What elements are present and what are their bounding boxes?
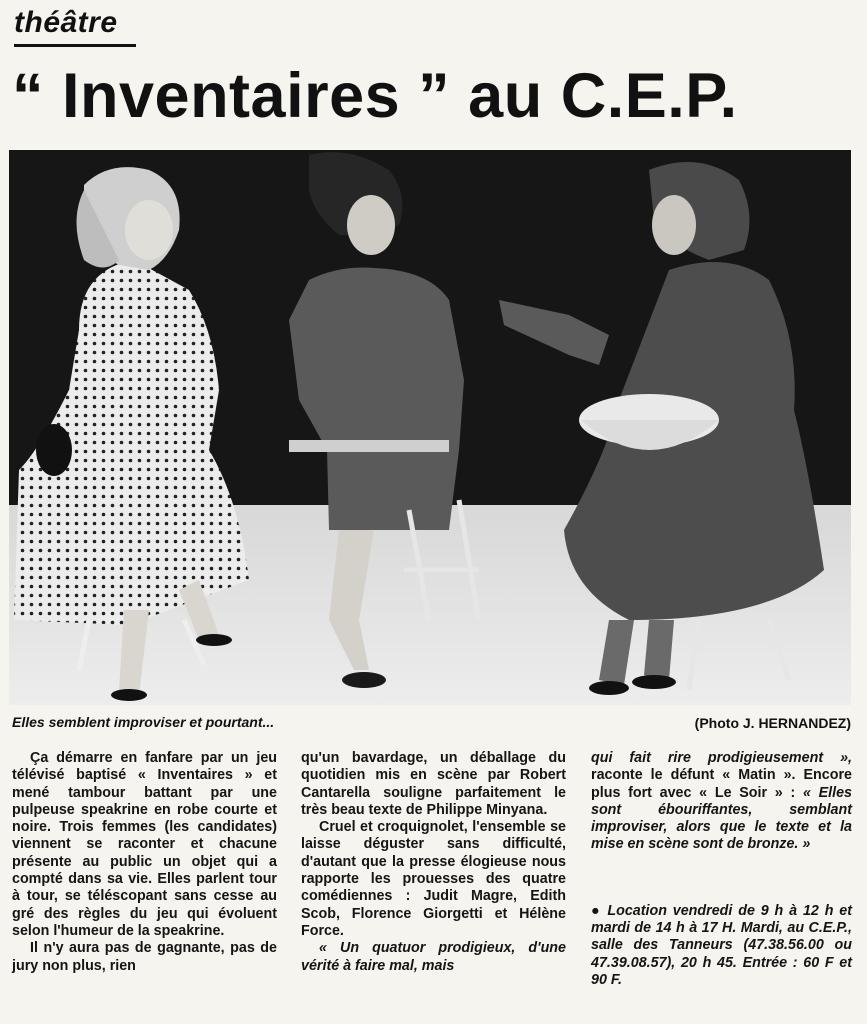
- article-headline: “ Inventaires ” au C.E.P.: [12, 61, 738, 131]
- paragraph: Il n'y aura pas de gagnante, pas de jury non plus, rien: [12, 940, 277, 974]
- quote-paragraph: « Un quatuor prodigieux, d'une vérité à faire mal, mais: [301, 940, 566, 974]
- article-column-3: [591, 750, 852, 989]
- section-rubric: théâtre: [14, 6, 118, 39]
- paragraph: [591, 750, 852, 854]
- stage-photo: [9, 150, 851, 705]
- article-column-2: [301, 750, 566, 975]
- quote-attribution: raconte le défunt « Matin ». Encore plus fort avec « Le Soir » :: [591, 767, 852, 801]
- photo-credit: (Photo J. HERNANDEZ): [694, 715, 851, 731]
- photo-caption: Elles semblent improviser et pourtant...: [12, 714, 275, 730]
- article-column-1: [12, 750, 277, 975]
- paragraph: Cruel et croquignolet, l'ensemble se laisse déguster sans difficulté, d'autant que la presse élogieuse nous rapporte les prouesses des quatre comédiennes : Judit Magre, Edith Scob, Florence Giorgetti et Hélène Force.: [301, 819, 566, 939]
- paragraph: Ça démarre en fanfare par un jeu télévisé baptisé « Inventaires » et mené tambour battant par une pulpeuse speakrine en robe courte et noire. Trois femmes (les candidates) viennent se raconter et chacune présente au public un objet qui a compté dans sa vie. Elles parlent tour à tour, se téléscopant sans cesse au gré des règles du jeu qui évoluent selon l'humeur de la speakrine.: [12, 750, 277, 939]
- quote-end: qui fait rire prodigieusement »,: [591, 750, 852, 766]
- stage-photo-illustration: [9, 150, 851, 705]
- rubric-underline: [14, 44, 136, 47]
- paragraph: qu'un bavardage, un déballage du quotidien mis en scène par Robert Cantarella souligne parfaitement le très beau texte de Philippe Minyana.: [301, 750, 566, 818]
- quote-le-soir: « Elles sont ébouriffantes, semblant improviser, alors que le texte et la mise en scène sont de bronze. »: [591, 784, 852, 853]
- booking-info: ● Location vendredi de 9 h à 12 h et mardi de 14 h à 17 H. Mardi, au C.E.P., salle des Tanneurs (47.38.56.00 ou 47.39.08.57), 20 h 45. Entrée : 60 F et 90 F.: [591, 902, 852, 988]
